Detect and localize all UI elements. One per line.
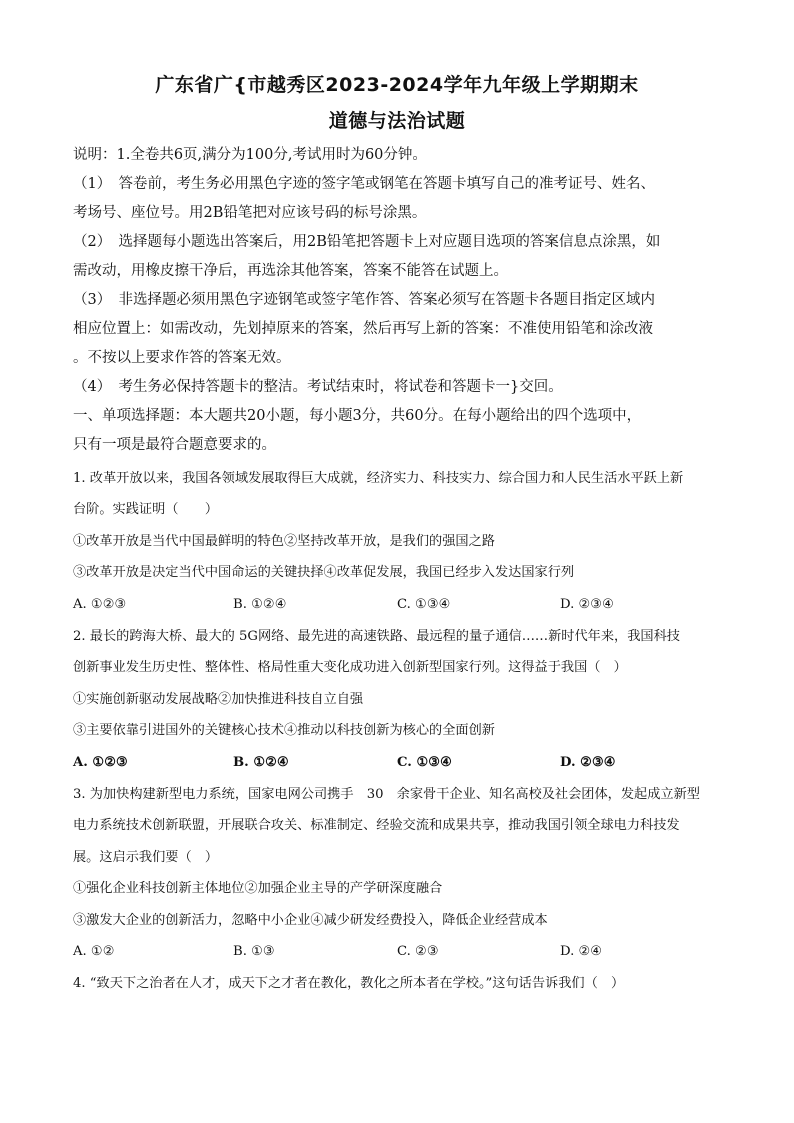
question-3-stem-cont: 电力系统技术创新联盟，开展联合攻关、标准制定、经验交流和成果共享，推动我国引领全球电力科技发 bbox=[73, 818, 680, 833]
instruction-item-3-cont: 相应位置上：如需改动，先划掉原来的答案，然后再写上新的答案：不准使用铅笔和涂改液 bbox=[73, 321, 653, 337]
section-heading: 一、单项选择题：本大题共20小题，每小题3分，共60分。在每小题给出的四个选项中， bbox=[73, 408, 642, 424]
question-2-statements-2: ③主要依靠引进国外的关键核心技术④推动以科技创新为核心的全面创新 bbox=[73, 723, 495, 738]
question-1-statements-2: ③改革开放是决定当代中国命运的关键抉择④改革促发展，我国已经步入发达国家行列 bbox=[73, 565, 575, 580]
question-3-option-b: B. ①③ bbox=[233, 944, 275, 959]
exam-subject-title: 道德与法治试题 bbox=[328, 110, 466, 132]
question-3-statements-1: ①强化企业科技创新主体地位②加强企业主导的产学研深度融合 bbox=[73, 881, 443, 896]
question-3-stem-cont2: 展。这启示我们要（ ） bbox=[73, 850, 219, 865]
question-3-option-c: C. ②③ bbox=[397, 944, 439, 959]
question-3-option-d: D. ②④ bbox=[560, 944, 603, 959]
question-1-stem: 1. 改革开放以来，我国各领域发展取得巨大成就，经济实力、科技实力、综合国力和人民生活水平跃上新 bbox=[73, 471, 684, 486]
question-1-option-a: A. ①②③ bbox=[73, 597, 127, 612]
instruction-item-1-cont: 考场号、座位号。用2B铅笔把对应该号码的标号涂黑。 bbox=[73, 205, 427, 221]
question-4-stem: 4. “致天下之治者在人才，成天下之才者在教化，教化之所本者在学校。”这句话告诉我们（ ） bbox=[73, 976, 625, 991]
instructions-intro: 说明：1.全卷共6页,满分为100分,考试用时为60分钟。 bbox=[73, 147, 427, 163]
question-1-option-d: D. ②③④ bbox=[560, 597, 614, 612]
instruction-item-2: （2） 选择题每小题选出答案后，用2B铅笔把答题卡上对应题目选项的答案信息点涂黑，如 bbox=[73, 234, 661, 250]
question-3-stem: 3. 为加快构建新型电力系统，国家电网公司携手 30 余家骨干企业、知名高校及社会团体，发起成立新型 bbox=[73, 787, 700, 802]
question-2-statements-1: ①实施创新驱动发展战略②加快推进科技自立自强 bbox=[73, 692, 364, 707]
question-2-option-d: D. ②③④ bbox=[560, 755, 616, 770]
question-3-statements-2: ③激发大企业的创新活力，忽略中小企业④减少研发经费投入，降低企业经营成本 bbox=[73, 913, 548, 928]
question-1-stem-cont: 台阶。实践证明（ ） bbox=[73, 502, 219, 517]
question-2-option-a: A. ①②③ bbox=[73, 755, 128, 770]
instruction-item-3-cont2: 。不按以上要求作答的答案无效。 bbox=[73, 350, 291, 366]
question-2-option-c: C. ①③④ bbox=[397, 755, 452, 770]
question-1-option-b: B. ①②④ bbox=[233, 597, 287, 612]
question-2-stem-cont: 创新事业发生历史性、整体性、格局性重大变化成功进入创新型国家行列。这得益于我国（ ） bbox=[73, 660, 627, 675]
instruction-item-2-cont: 需改动，用橡皮擦干净后，再选涂其他答案，答案不能答在试题上。 bbox=[73, 263, 508, 279]
section-heading-cont: 只有一项是最符合题意要求的。 bbox=[73, 437, 276, 453]
question-2-option-b: B. ①②④ bbox=[233, 755, 289, 770]
instruction-item-3: （3） 非选择题必须用黑色字迹钢笔或签字笔作答、答案必须写在答题卡各题目指定区域内 bbox=[73, 292, 655, 308]
instruction-item-4: （4） 考生务必保持答题卡的整洁。考试结束时，将试卷和答题卡一}交回。 bbox=[73, 379, 563, 395]
instruction-item-1: （1） 答卷前，考生务必用黑色字迹的签字笔或钢笔在答题卡填写自己的准考证号、姓名、 bbox=[73, 176, 655, 192]
question-2-stem: 2. 最长的跨海大桥、最大的 5G网络、最先进的高速铁路、最远程的量子通信……新时代年来，我国科技 bbox=[73, 629, 680, 644]
question-1-option-c: C. ①③④ bbox=[397, 597, 451, 612]
question-3-option-a: A. ①② bbox=[73, 944, 115, 959]
exam-title: 广东省广{市越秀区2023-2024学年九年级上学期期末 bbox=[155, 74, 639, 96]
question-1-statements-1: ①改革开放是当代中国最鲜明的特色②坚持改革开放，是我们的强国之路 bbox=[73, 534, 495, 549]
